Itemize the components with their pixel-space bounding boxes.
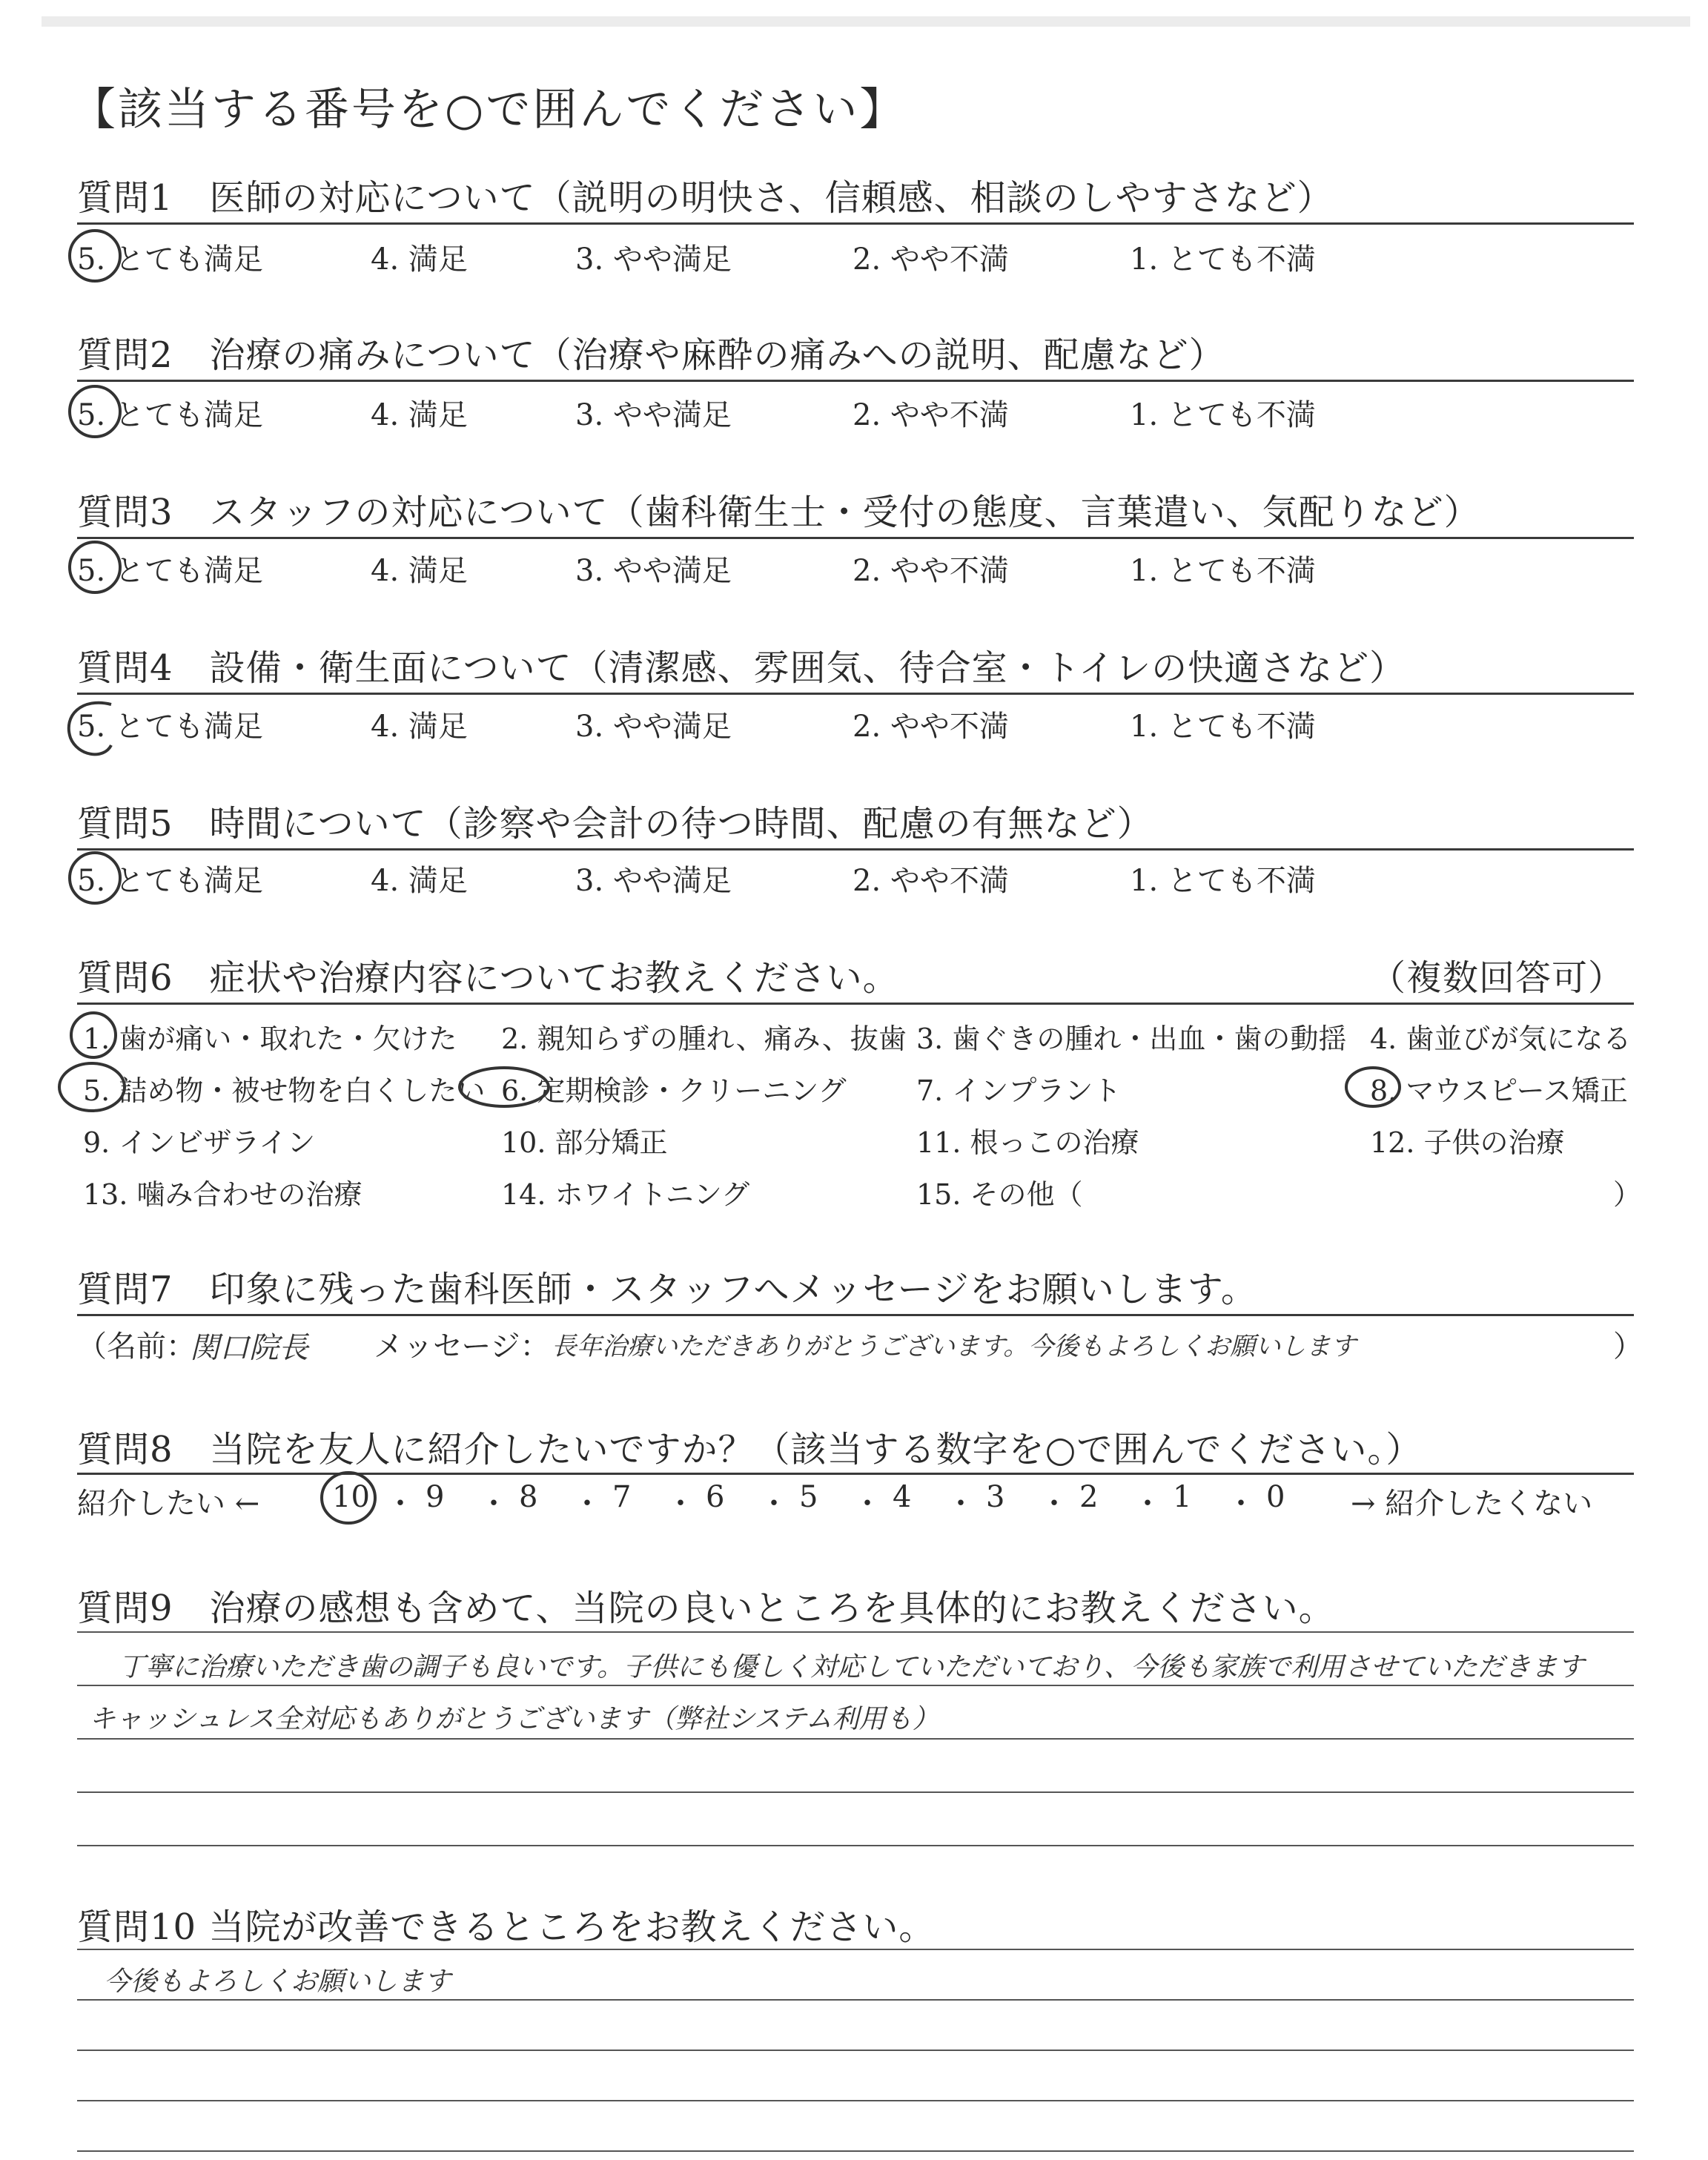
q5-option-2[interactable]: 2. やや不満	[853, 864, 1009, 898]
q6-option-8[interactable]: 8. マウスピース矯正	[1370, 1074, 1628, 1107]
q8-scale-separator: ・	[853, 1487, 882, 1521]
q8-scale-separator: ・	[1226, 1487, 1256, 1521]
question-10-title: 質問10 当院が改善できるところをお教えください。	[77, 1906, 936, 1948]
q5-option-1[interactable]: 1. とても不満	[1130, 864, 1316, 898]
q6-option-5[interactable]: 5. 詰め物・被せ物を白くしたい	[83, 1074, 486, 1107]
q4-option-3[interactable]: 3. やや満足	[575, 710, 732, 744]
question-6-note: （複数回答可）	[1370, 957, 1625, 999]
q4-option-2[interactable]: 2. やや不満	[853, 710, 1009, 744]
q9-line-4	[77, 1791, 1634, 1793]
q5-option-5[interactable]: 5. とても満足	[77, 864, 263, 898]
q9-answer-line-1[interactable]: 丁寧に治療いただき歯の調子も良いです。子供にも優しく対応していただいており、今後も家族で利用させていただきます	[119, 1652, 1585, 1682]
q10-answer-line-1[interactable]: 今後もよろしくお願いします	[104, 1966, 451, 1997]
question-1-rule	[77, 222, 1634, 225]
q7-message-handwritten[interactable]: 長年治療いただきありがとうございます。今後もよろしくお願いします	[552, 1332, 1357, 1361]
q8-scale-8[interactable]: 8	[519, 1480, 538, 1514]
q8-scale-3[interactable]: 3	[986, 1480, 1005, 1514]
q8-right-label: → 紹介したくない	[1351, 1487, 1593, 1521]
q3-option-1[interactable]: 1. とても不満	[1130, 554, 1316, 588]
q1-option-5[interactable]: 5. とても満足	[77, 242, 263, 277]
q4-option-4[interactable]: 4. 満足	[371, 710, 468, 744]
q9-line-2	[77, 1685, 1634, 1686]
q6-option-2[interactable]: 2. 親知らずの腫れ、痛み、抜歯	[501, 1023, 907, 1055]
q6-option-10[interactable]: 10. 部分矯正	[501, 1126, 668, 1159]
q8-scale-separator: ・	[1039, 1487, 1069, 1521]
question-7-rule	[77, 1314, 1634, 1316]
q8-scale-10[interactable]: 10	[332, 1480, 370, 1514]
q8-scale-0[interactable]: 0	[1266, 1480, 1285, 1514]
q9-line-3	[77, 1738, 1634, 1740]
q10-line-2	[77, 1999, 1634, 2001]
q6-option-13[interactable]: 13. 噛み合わせの治療	[83, 1178, 363, 1211]
q1-option-2[interactable]: 2. やや不満	[853, 242, 1009, 277]
q3-option-5[interactable]: 5. とても満足	[77, 554, 263, 588]
q8-scale-9[interactable]: 9	[426, 1480, 445, 1514]
q10-line-5	[77, 2150, 1634, 2152]
question-5-title: 質問5 時間について（診察や会計の待つ時間、配慮の有無など）	[77, 803, 1153, 845]
q8-scale-separator: ・	[385, 1487, 415, 1521]
q8-scale-separator: ・	[759, 1487, 789, 1521]
q4-option-5[interactable]: 5. とても満足	[77, 710, 263, 744]
q5-option-4[interactable]: 4. 満足	[371, 864, 468, 898]
question-3-title: 質問3 スタッフの対応について（歯科衛生士・受付の態度、言葉遣い、気配りなど）	[77, 492, 1480, 533]
scan-top-edge	[42, 16, 1690, 27]
q8-left-label: 紹介したい ←	[77, 1487, 260, 1521]
q7-name-label: （名前：	[77, 1330, 196, 1364]
q1-option-3[interactable]: 3. やや満足	[575, 242, 732, 277]
q8-scale-4[interactable]: 4	[893, 1480, 912, 1514]
q6-option-15[interactable]: 15. その他（	[916, 1178, 1083, 1211]
q10-line-4	[77, 2100, 1634, 2101]
q1-option-1[interactable]: 1. とても不満	[1130, 242, 1316, 277]
q6-option-12[interactable]: 12. 子供の治療	[1370, 1126, 1565, 1159]
q8-scale-2[interactable]: 2	[1079, 1480, 1099, 1514]
question-2-title: 質問2 治療の痛みについて（治療や麻酔の痛みへの説明、配慮など）	[77, 334, 1225, 376]
q3-option-3[interactable]: 3. やや満足	[575, 554, 732, 588]
q8-scale-separator: ・	[946, 1487, 976, 1521]
q8-scale-1[interactable]: 1	[1173, 1480, 1192, 1514]
q6-option-11[interactable]: 11. 根っこの治療	[916, 1126, 1139, 1159]
question-3-rule	[77, 537, 1634, 539]
q10-line-3	[77, 2050, 1634, 2051]
q8-scale-separator: ・	[1133, 1487, 1162, 1521]
q8-scale-separator: ・	[479, 1487, 509, 1521]
q6-option-7[interactable]: 7. インプラント	[916, 1074, 1122, 1107]
q6-option-1[interactable]: 1. 歯が痛い・取れた・欠けた	[83, 1023, 457, 1055]
q2-option-2[interactable]: 2. やや不満	[853, 398, 1009, 432]
q8-scale-separator: ・	[572, 1487, 602, 1521]
question-8-title: 質問8 当院を友人に紹介したいですか？（該当する数字を○で囲んでください。）	[77, 1429, 1423, 1470]
q6-option-15-close: ）	[1613, 1178, 1642, 1211]
q10-line-1	[77, 1949, 1634, 1950]
q9-line-1	[77, 1631, 1634, 1633]
q6-option-6[interactable]: 6. 定期検診・クリーニング	[501, 1074, 847, 1107]
question-5-rule	[77, 848, 1634, 851]
question-1-title: 質問1 医師の対応について（説明の明快さ、信頼感、相談のしやすさなど）	[77, 177, 1334, 219]
q5-option-3[interactable]: 3. やや満足	[575, 864, 732, 898]
question-8-rule	[77, 1473, 1634, 1475]
question-9-title: 質問9 治療の感想も含めて、当院の良いところを具体的にお教えください。	[77, 1588, 1335, 1629]
q8-scale-6[interactable]: 6	[706, 1480, 725, 1514]
question-7-title: 質問7 印象に残った歯科医師・スタッフへメッセージをお願いします。	[77, 1269, 1257, 1310]
question-4-rule	[77, 693, 1634, 695]
q2-option-3[interactable]: 3. やや満足	[575, 398, 732, 432]
q6-option-4[interactable]: 4. 歯並びが気になる	[1370, 1023, 1632, 1055]
q3-option-4[interactable]: 4. 満足	[371, 554, 468, 588]
question-2-rule	[77, 380, 1634, 382]
q6-option-14[interactable]: 14. ホワイトニング	[501, 1178, 750, 1211]
q2-option-4[interactable]: 4. 満足	[371, 398, 468, 432]
q1-option-4[interactable]: 4. 満足	[371, 242, 468, 277]
q8-scale-7[interactable]: 7	[612, 1480, 632, 1514]
q6-option-3[interactable]: 3. 歯ぐきの腫れ・出血・歯の動揺	[916, 1023, 1347, 1055]
q8-scale-separator: ・	[666, 1487, 695, 1521]
q9-line-5	[77, 1845, 1634, 1846]
q4-option-1[interactable]: 1. とても不満	[1130, 710, 1316, 744]
question-4-title: 質問4 設備・衛生面について（清潔感、雰囲気、待合室・トイレの快適さなど）	[77, 647, 1406, 689]
question-6-rule	[77, 1003, 1634, 1005]
q7-name-handwritten[interactable]: 関口院長	[190, 1331, 308, 1365]
question-6-title: 質問6 症状や治療内容についてお教えください。	[77, 957, 899, 999]
q6-option-9[interactable]: 9. インビザライン	[83, 1126, 316, 1159]
q2-option-5[interactable]: 5. とても満足	[77, 398, 263, 432]
q7-close-paren: ）	[1613, 1330, 1643, 1364]
instruction-heading: 【該当する番号を○で囲んでください】	[71, 84, 907, 136]
q7-message-label: メッセージ：	[374, 1330, 550, 1364]
q2-option-1[interactable]: 1. とても不満	[1130, 398, 1316, 432]
q8-scale-5[interactable]: 5	[799, 1480, 818, 1514]
q9-answer-line-2[interactable]: キャッシュレス全対応もありがとうございます（弊社システム利用も）	[89, 1704, 939, 1734]
q3-option-2[interactable]: 2. やや不満	[853, 554, 1009, 588]
